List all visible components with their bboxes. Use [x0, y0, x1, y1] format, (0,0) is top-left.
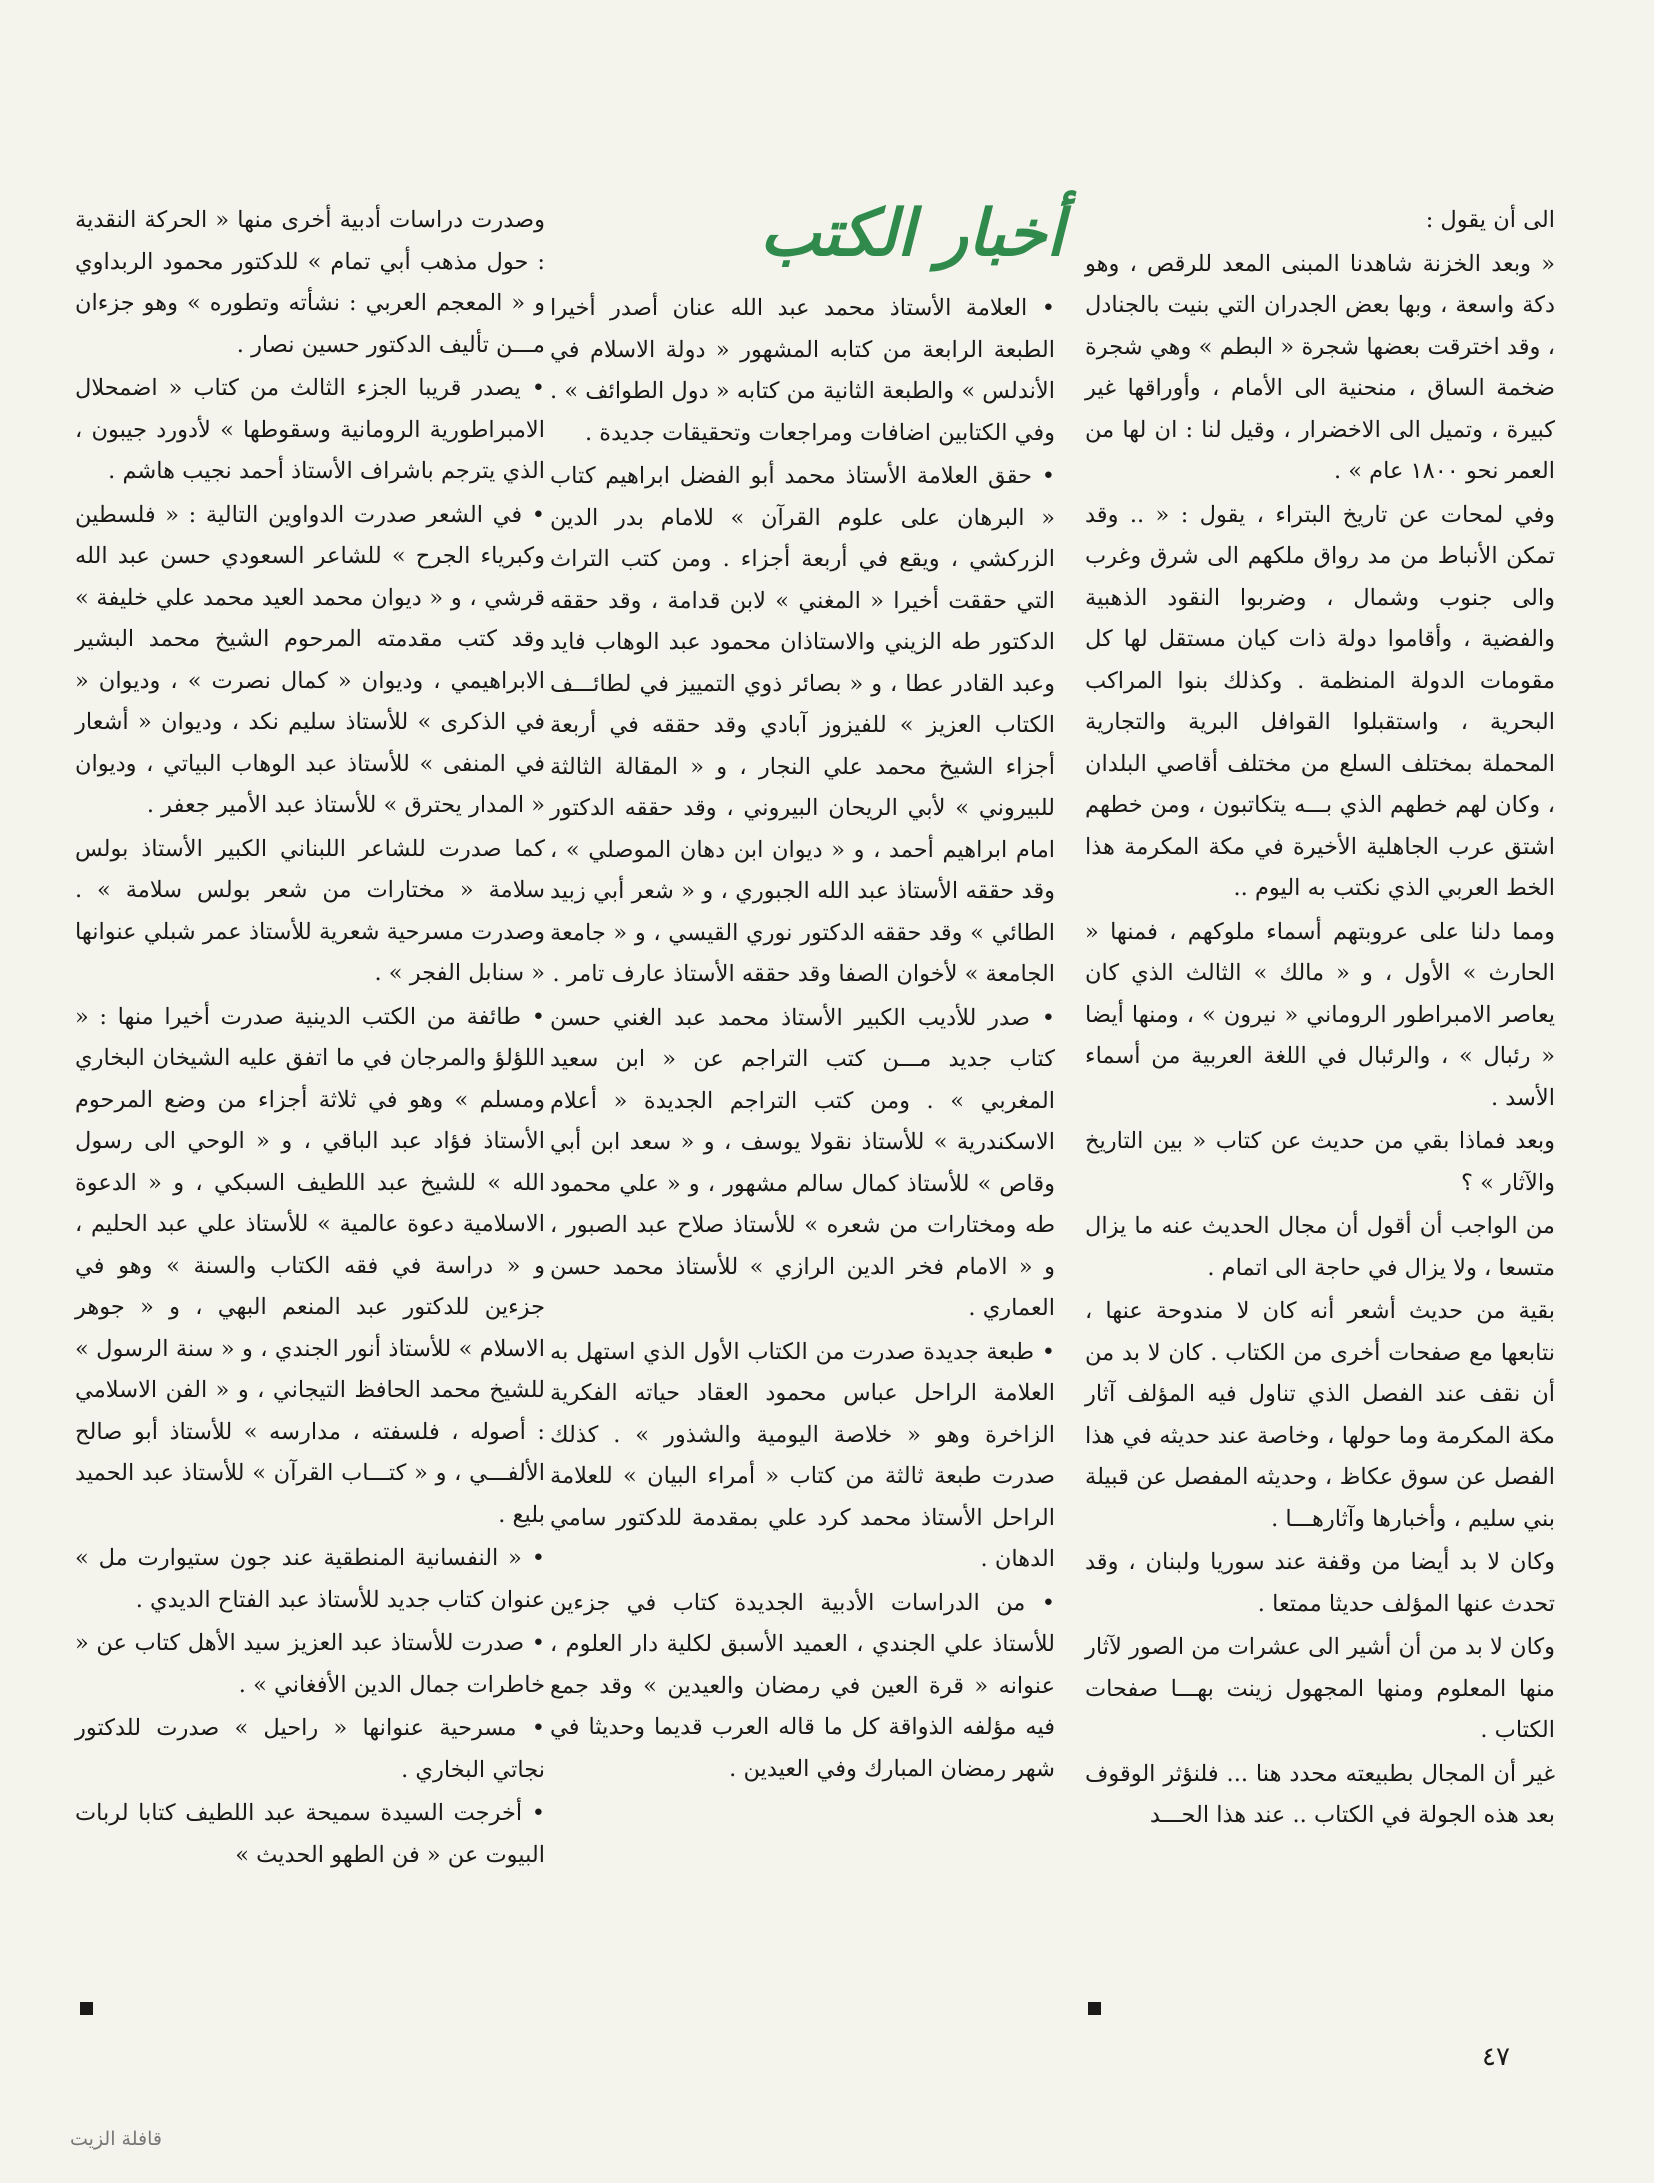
paragraph: ومما دلنا على عروبتهم أسماء ملوكهم ، فمنها « الحارث » الأول ، و « مالك » الثالث الذي كان يعاصر الامبراطور الروماني « نيرون » ، ومنها أيضا « رئبال » ، والرئبال في اللغة العربية من أسماء الأسد .	[1085, 918, 1555, 1111]
news-item: • من الدراسات الأدبية الجديدة كتاب في جزءين للأستاذ علي الجندي ، العميد الأسبق لكلية دار العلوم ، عنوانه « قرة العين في رمضان والعيدين » وقد جمع فيه مؤلفه الذواقة كل ما قاله العرب قديما وحديثا في شهر رمضان المبارك وفي العيدين .	[550, 1589, 1055, 1782]
column-middle	[550, 288, 1055, 1792]
end-of-article-mark	[1088, 2002, 1101, 2015]
news-item: • في الشعر صدرت الدواوين التالية : « فلسطين وكبرياء الجرح » للشاعر السعودي حسن عبد الله قرشي ، و « ديوان محمد العيد محمد علي خليفة » وقد كتب مقدمته المرحوم الشيخ محمد البشير الابراهيمي ، وديوان « كمال نصرت » ، وديوان « في الذكرى » للأستاذ سليم نكد ، وديوان « أشعار في المنفى » للأستاذ عبد الوهاب البياتي ، وديوان « المدار يحترق » للأستاذ عبد الأمير جعفر .	[75, 501, 545, 818]
page-number: ٤٧	[1482, 2042, 1510, 2072]
column-left	[75, 200, 545, 1878]
end-of-article-mark	[80, 2002, 93, 2015]
paragraph: وبعد فماذا بقي من حديث عن كتاب « بين التاريخ والآثار » ؟	[1085, 1128, 1555, 1196]
magazine-footer: قافلة الزيت	[70, 2128, 162, 2150]
news-item: • مسرحية عنوانها « راحيل » صدرت للدكتور نجاتي البخاري .	[75, 1715, 545, 1783]
news-item: • أخرجت السيدة سميحة عبد اللطيف كتابا لربات البيوت عن « فن الطهو الحديث »	[75, 1800, 545, 1868]
paragraph: « وبعد الخزنة شاهدنا المبنى المعد للرقص ، وهو دكة واسعة ، وبها بعض الجدران التي بنيت بالجنادل ، وقد اخترقت بعضها شجرة « البطم » وهي شجرة ضخمة الساق ، منحنية الى الأمام ، وأوراقها غير كبيرة ، وتميل الى الاخضرار ، وقيل لنا : ان لها من العمر نحو ١٨٠٠ عام » .	[1085, 250, 1555, 484]
section-masthead	[752, 184, 1072, 289]
column-right	[1085, 200, 1555, 1839]
news-item: كما صدرت للشاعر اللبناني الكبير الأستاذ بولس سلامة « مختارات من شعر بولس سلامة » . وصدرت مسرحية شعرية للأستاذ عمر شبلي عنوانها « سنابل الفجر » .	[75, 835, 545, 986]
masthead-title: أخبار الكتب	[759, 196, 1065, 271]
paragraph: غير أن المجال بطبيعته محدد هنا ... فلنؤثر الوقوف بعد هذه الجولة في الكتاب .. عند هذا الحـــد	[1085, 1760, 1555, 1828]
news-item: • صدرت للأستاذ عبد العزيز سيد الأهل كتاب عن « خاطرات جمال الدين الأفغاني » .	[75, 1630, 545, 1698]
news-item: • صدر للأديب الكبير الأستاذ محمد عبد الغني حسن كتاب جديد مـــن كتب التراجم عن « ابن سعيد المغربي » . ومن كتب التراجم الجديدة « أعلام الاسكندرية » للأستاذ نقولا يوسف ، و « سعد ابن أبي وقاص » للأستاذ كمال سالم مشهور ، و « علي محمود طه ومختارات من شعره » للأستاذ صلاح عبد الصبور ، و « الامام فخر الدين الرازي » للأستاذ محمد حسن العماري .	[550, 1004, 1055, 1321]
news-item: • يصدر قريبا الجزء الثالث من كتاب « اضمحلال الامبراطورية الرومانية وسقوطها » لأدورد جيبون ، الذي يترجم باشراف الأستاذ أحمد نجيب هاشم .	[75, 375, 545, 484]
paragraph: الى أن يقول :	[1425, 207, 1555, 233]
paragraph: وكان لا بد أيضا من وقفة عند سوريا ولبنان ، وقد تحدث عنها المؤلف حديثا ممتعا .	[1085, 1549, 1555, 1617]
news-item: وصدرت دراسات أدبية أخرى منها « الحركة النقدية : حول مذهب أبي تمام » للدكتور محمود الربداوي و « المعجم العربي : نشأته وتطوره » وهو جزءان مـــن تأليف الدكتور حسين نصار .	[75, 207, 545, 358]
paragraph: بقية من حديث أشعر أنه كان لا مندوحة عنها ، نتابعها مع صفحات أخرى من الكتاب . كان لا بد من أن نقف عند الفصل الذي تناول فيه المؤلف آثار مكة المكرمة وما حولها ، وخاصة عند حديثه في هذا الفصل عن سوق عكاظ ، وحديثه المفصل عن قبيلة بني سليم ، وأخبارها وآثارهـــا .	[1085, 1298, 1555, 1532]
paragraph: وكان لا بد من أن أشير الى عشرات من الصور لآثار منها المعلوم ومنها المجهول زينت بهـــا صفحات الكتاب .	[1085, 1634, 1555, 1743]
news-item: • « النفسانية المنطقية عند جون ستيوارت مل » عنوان كتاب جديد للأستاذ عبد الفتاح الديدي .	[75, 1545, 545, 1613]
news-item: • العلامة الأستاذ محمد عبد الله عنان أصدر أخيرا الطبعة الرابعة من كتابه المشهور « دولة الاسلام في الأندلس » والطبعة الثانية من كتابه « دول الطوائف » . وفي الكتابين اضافات ومراجعات وتحقيقات جديدة .	[550, 295, 1055, 446]
paragraph: وفي لمحات عن تاريخ البتراء ، يقول : « .. وقد تمكن الأنباط من مد رواق ملكهم الى شرق وغرب والى جنوب وشمال ، وضربوا النقود الذهبية والفضية ، وأقاموا دولة ذات كيان مستقل لها كل مقومات الدولة المنظمة . وكذلك بنوا المراكب البحرية ، واستقبلوا القوافل البرية والتجارية المحملة بمختلف السلع من مختلف أقاصي البلدان ، وكان لهم خطهم الذي بـــه يتكاتبون ، ومن خطهم اشتق عرب الجاهلية الأخيرة في مكة المكرمة هذا الخط العربي الذي نكتب به اليوم ..	[1085, 501, 1555, 901]
paragraph: من الواجب أن أقول أن مجال الحديث عنه ما يزال متسعا ، ولا يزال في حاجة الى اتمام .	[1085, 1213, 1555, 1281]
news-item: • طبعة جديدة صدرت من الكتاب الأول الذي استهل به العلامة الراحل عباس محمود العقاد حياته الفكرية الزاخرة وهو « خلاصة اليومية والشذور » . كذلك صدرت طبعة ثالثة من كتاب « أمراء البيان » للعلامة الراحل الأستاذ محمد كرد علي بمقدمة للدكتور سامي الدهان .	[550, 1338, 1055, 1572]
news-item: • حقق العلامة الأستاذ محمد أبو الفضل ابراهيم كتاب « البرهان على علوم القرآن » للامام بدر الدين الزركشي ، ويقع في أربعة أجزاء . ومن كتب التراث التي حققت أخيرا « المغني » لابن قدامة ، وقد حققه الدكتور طه الزيني والاستاذان محمود عبد الوهاب فايد وعبد القادر عطا ، و « بصائر ذوي التمييز في لطائـــف الكتاب العزيز » للفيزوز آبادي وقد حققه في أربعة أجزاء الشيخ محمد علي النجار ، و « المقالة الثالثة للبيروني » لأبي الريحان البيروني ، وقد حققه الدكتور امام ابراهيم أحمد ، و « ديوان ابن دهان الموصلي » ، وقد حققه الأستاذ عبد الله الجبوري ، و « شعر أبي زبيد الطائي » وقد حققه الدكتور نوري القيسي ، و « جامعة الجامعة » لأخوان الصفا وقد حققه الأستاذ عارف تامر .	[550, 463, 1055, 987]
news-item: • طائفة من الكتب الدينية صدرت أخيرا منها : « اللؤلؤ والمرجان في ما اتفق عليه الشيخان البخاري ومسلم » وهو في ثلاثة أجزاء من وضع المرحوم الأستاذ فؤاد عبد الباقي ، و « الوحي الى رسول الله » للشيخ عبد اللطيف السبكي ، و « الدعوة الاسلامية دعوة عالمية » للأستاذ علي عبد الحليم ، و « دراسة في فقه الكتاب والسنة » وهو في جزءين للدكتور عبد المنعم البهي ، و « جوهر الاسلام » للأستاذ أنور الجندي ، و « سنة الرسول » للشيخ محمد الحافظ التيجاني ، و « الفن الاسلامي : أصوله ، فلسفته ، مدارسه » للأستاذ أبو صالح الألفـــي ، و « كتـــاب القرآن » للأستاذ عبد الحميد بليع .	[75, 1003, 545, 1528]
